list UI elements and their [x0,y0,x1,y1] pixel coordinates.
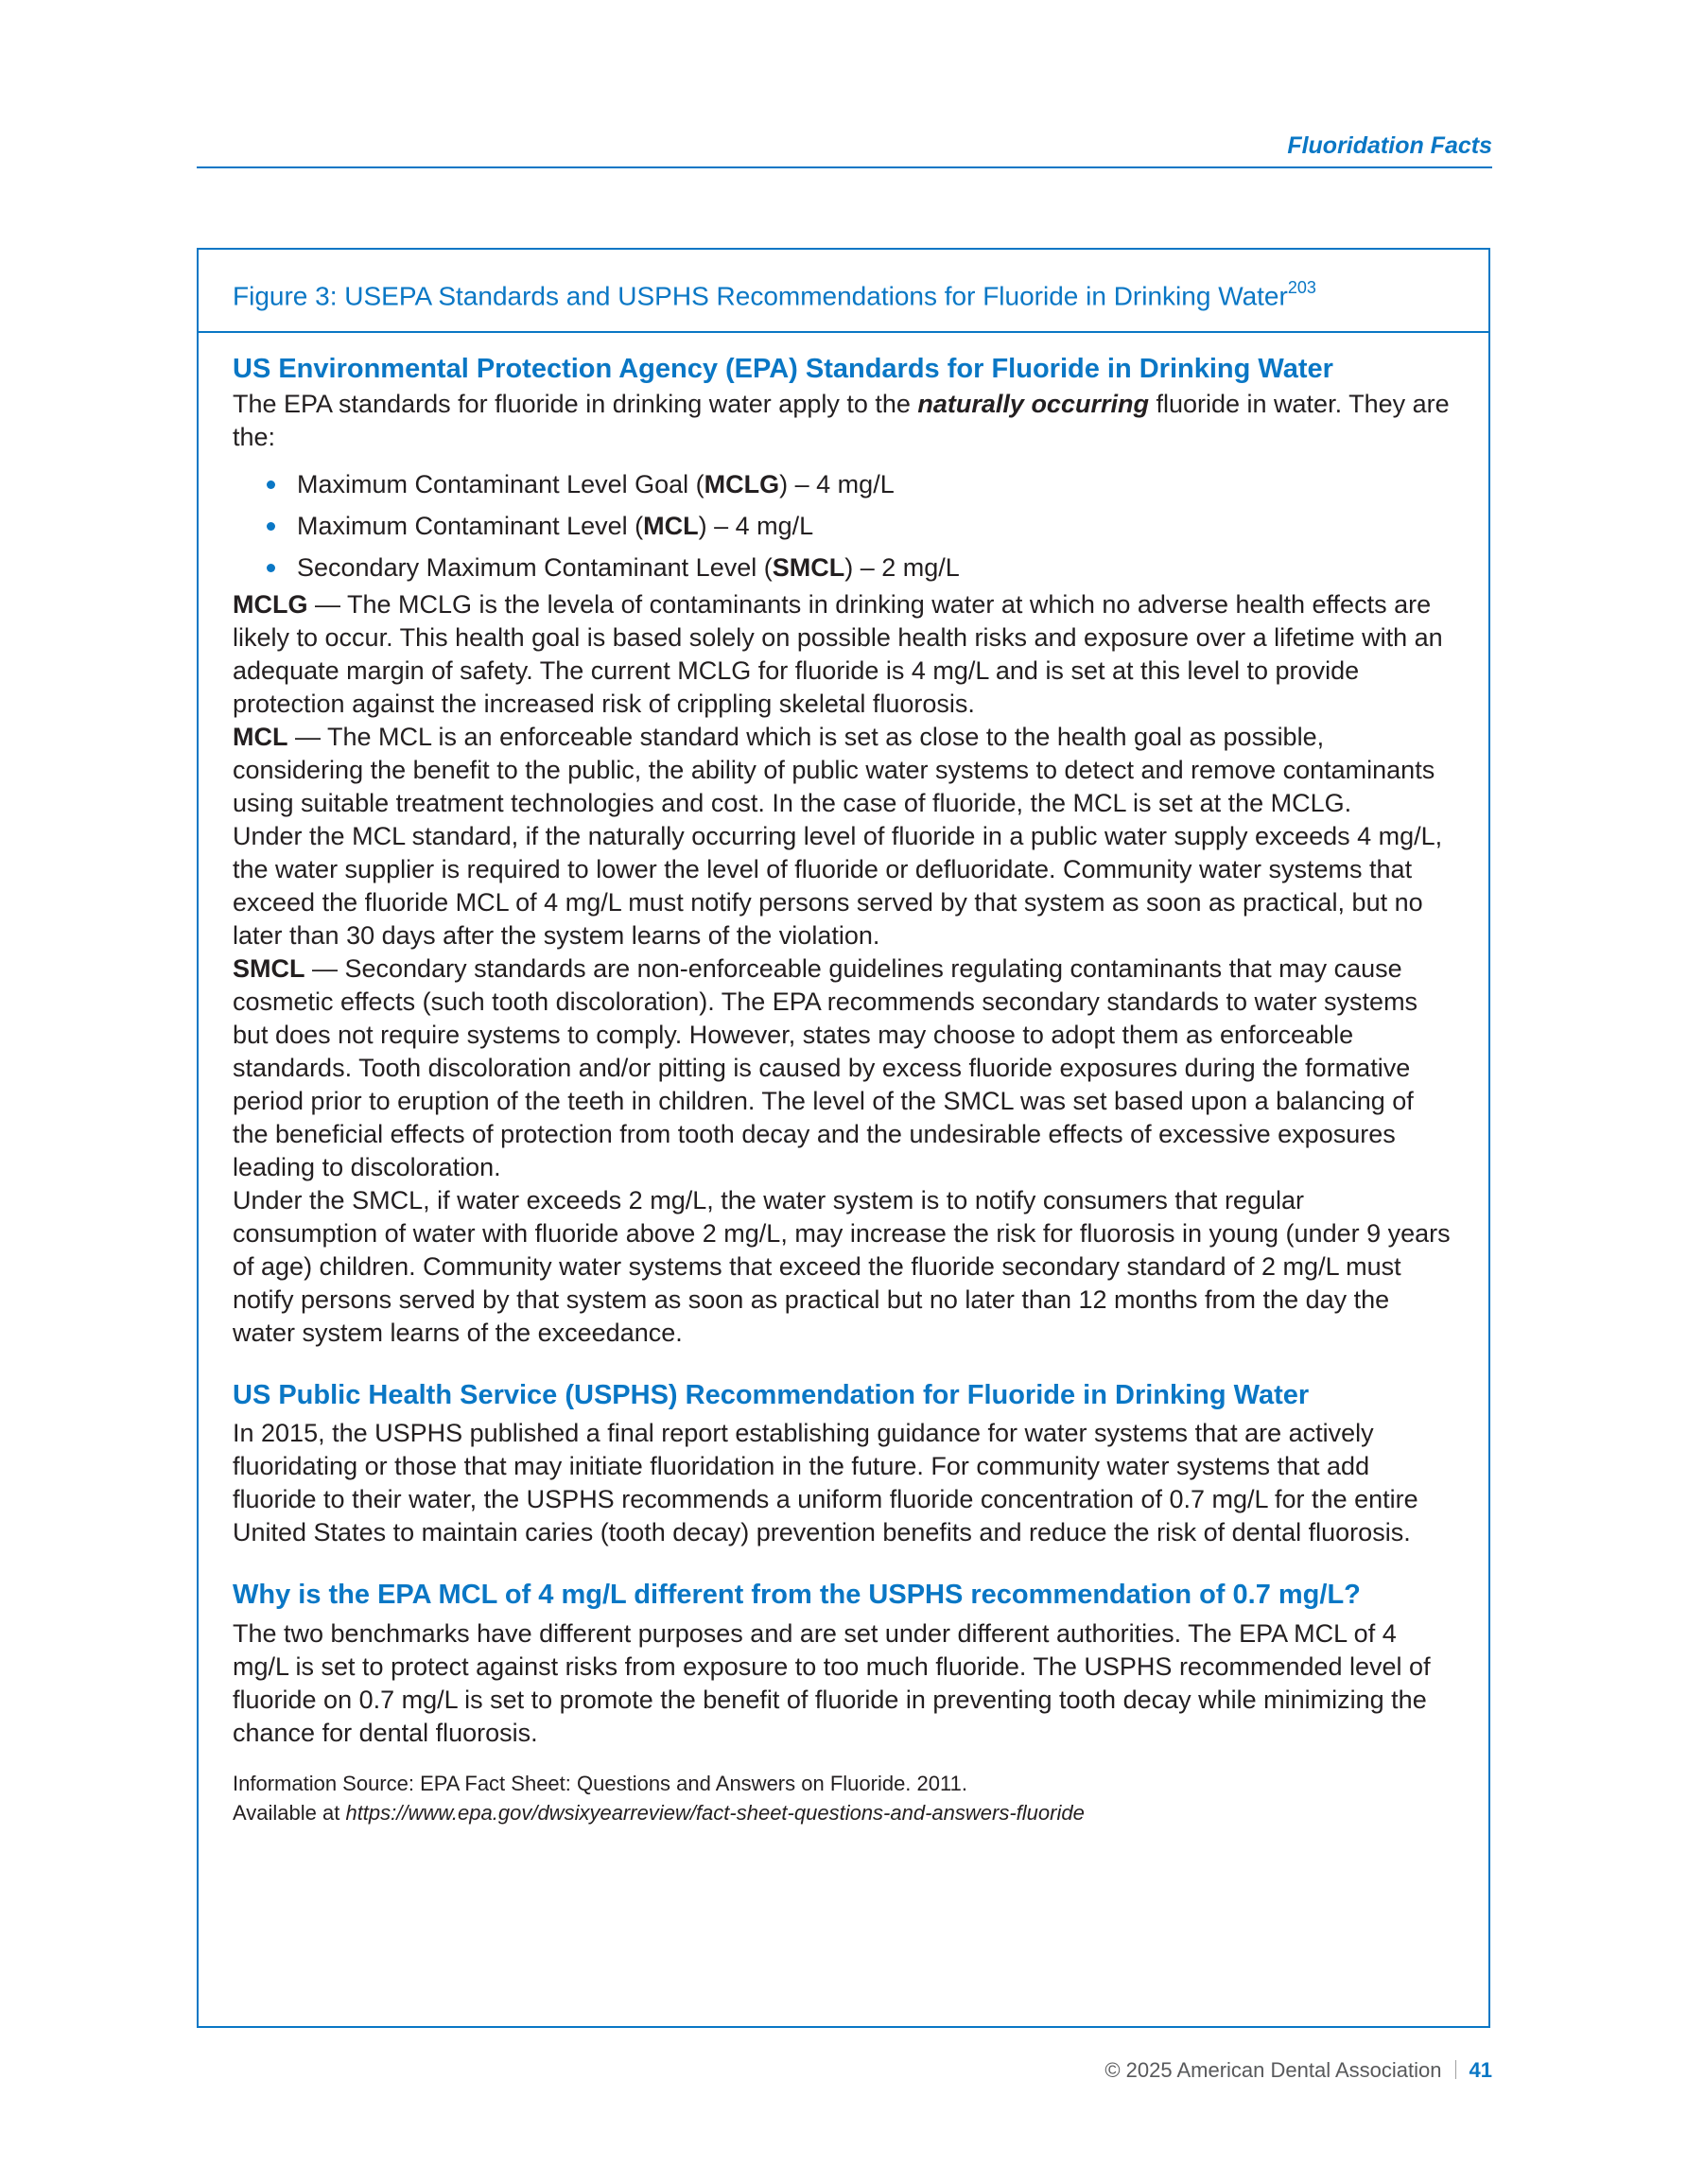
mcl-text: — The MCL is an enforceable standard which is set as close to the health goal as possible, considering the benefit to the public, the ability of public water systems to detect and remove contaminants using suitable treatment technologies and cost. In the case of fluoride, the MCL is set at the MCLG. [233,722,1435,817]
smcl-text: — Secondary standards are non-enforceable guidelines regulating contaminants that may cause cosmetic effects (such tooth discoloration). The EPA recommends secondary standards to water systems but does not require systems to comply. However, states may choose to adopt them as enforceable standards. Tooth discoloration and/or pitting is caused by excess fluoride exposures during the formative period prior to eruption of the teeth in children. The level of the SMCL was set based upon a balancing of the beneficial effects of protection from tooth decay and the undesirable effects of excessive exposures leading to discoloration. [233,953,1418,1181]
bullet-icon [267,522,275,531]
smcl-paragraph [233,952,1454,1184]
list-item-text: Maximum Contaminant Level Goal ( [297,469,704,498]
information-source [233,1769,1454,1827]
running-header [197,131,1492,168]
figure-caption-reference: 203 [1287,278,1316,297]
why-paragraph: The two benchmarks have different purposes and are set under different authorities. The EPA MCL of 4 mg/L is set to protect against risks from exposure to too much fluoride. The USPHS recommended level of fluoride on 0.7 mg/L is set to promote the benefit of fluoride in preventing tooth decay while minimizing the chance for dental fluorosis. [233,1619,1431,1748]
epa-heading: US Environmental Protection Agency (EPA) Standards for Fluoride in Drinking Water [233,354,1333,384]
copyright-text: © 2025 American Dental Association [1104,2058,1442,2082]
mclg-text: — The MCLG is the levela of contaminants in drinking water at which no adverse health effects are likely to occur. This health goal is based solely on possible health risks and exposure over a lifetime with an adequate margin of safety. The current MCLG for fluoride is 4 mg/L and is set at this level to provide protection against the increased risk of crippling skeletal fluorosis. [233,589,1443,718]
list-item-value: ) – 4 mg/L [698,511,814,540]
list-item [265,505,1454,547]
list-item-text: Secondary Maximum Contaminant Level ( [297,552,773,582]
mcl-term: MCL [233,722,288,751]
smcl-term: SMCL [233,953,305,983]
source-label: Available at [233,1801,346,1826]
epa-intro [233,388,1454,454]
bullet-icon [267,480,275,489]
mclg-paragraph [233,588,1454,721]
standards-list [233,463,1454,588]
bullet-icon [267,564,275,572]
list-item-text: Maximum Contaminant Level ( [297,511,644,540]
epa-intro-emphasis: naturally occurring [917,389,1149,418]
figure-caption-text: Figure 3: USEPA Standards and USPHS Recommendations for Fluoride in Drinking Water [233,281,1288,311]
mcl-paragraph [233,721,1454,820]
footer-divider [1455,2060,1456,2079]
usphs-heading: US Public Health Service (USPHS) Recommendation for Fluoride in Drinking Water [233,1379,1310,1410]
list-item-value: ) – 2 mg/L [844,552,960,582]
why-heading: Why is the EPA MCL of 4 mg/L different from the USPHS recommendation of 0.7 mg/L? [233,1580,1361,1611]
figure-box [197,248,1490,2028]
list-item-value: ) – 4 mg/L [779,469,895,498]
running-header-title: Fluoridation Facts [1287,132,1492,159]
list-item-abbr: SMCL [772,552,845,582]
list-item [265,547,1454,588]
usphs-paragraph: In 2015, the USPHS published a final report establishing guidance for water systems that are actively fluoridating or those that may initiate fluoridation in the future. For community water systems that add fluoride to their water, the USPHS recommends a uniform fluoride concentration of 0.7 mg/L for the entire United States to maintain caries (tooth decay) prevention benefits and reduce the risk of dental fluorosis. [233,1419,1418,1547]
list-item-abbr: MCLG [704,469,780,498]
source-availability [233,1798,1454,1827]
mclg-term: MCLG [233,589,308,619]
page-footer [1104,2058,1492,2083]
page-number: 41 [1469,2058,1492,2082]
mcl-under-paragraph: Under the MCL standard, if the naturally occurring level of fluoride in a public water supply exceeds 4 mg/L, the water supplier is required to lower the level of fluoride or defluoridate. Community water systems that exceed the fluoride MCL of 4 mg/L must notify persons served by that system as soon as practical, but no later than 30 days after the system learns of the violation. [233,821,1443,950]
figure-caption [199,250,1488,333]
epa-intro-text: The EPA standards for fluoride in drinking water apply to the [233,389,918,418]
list-item-abbr: MCL [643,511,699,540]
source-citation: Information Source: EPA Fact Sheet: Questions and Answers on Fluoride. 2011. [233,1772,967,1796]
smcl-under-paragraph: Under the SMCL, if water exceeds 2 mg/L, the water system is to notify consumers that regular consumption of water with fluoride above 2 mg/L, may increase the risk for fluorosis in young (under 9 years of age) children. Community water systems that exceed the fluoride secondary standard of 2 mg/L must notify persons served by that system as soon as practical but no later than 12 months from the day the water system learns of the exceedance. [233,1185,1451,1347]
epa-intro-text-end: fluoride in water. They are the: [233,389,1450,451]
figure-body [199,333,1488,1827]
list-item [265,463,1454,505]
source-url-link[interactable]: https://www.epa.gov/dwsixyearreview/fact-sheet-questions-and-answers-fluoride [345,1801,1085,1826]
